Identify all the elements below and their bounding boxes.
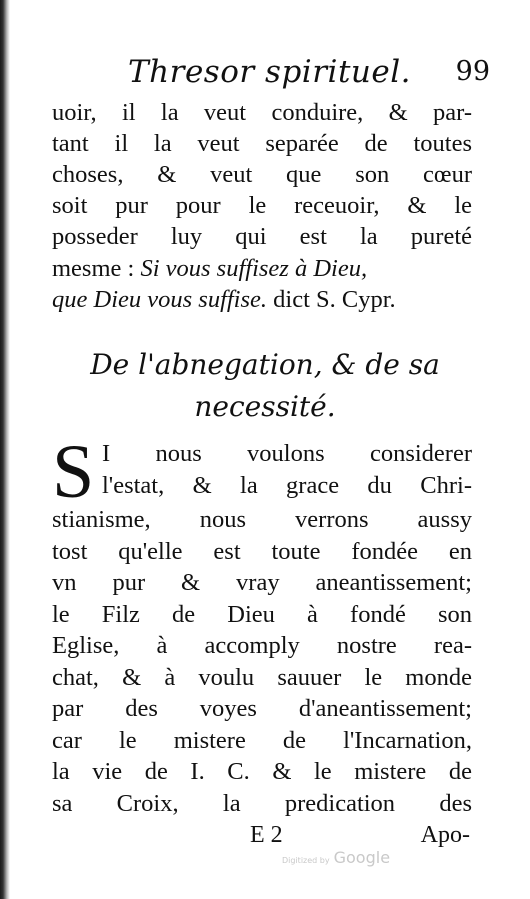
drop-cap: S	[52, 430, 95, 514]
text-line: choses, & veut que son cœur	[52, 161, 472, 188]
text-line	[52, 253, 472, 284]
text-line: tant il la veut separée de toutes	[52, 130, 472, 157]
text-line: soit pur pour le receuoir, & le	[52, 192, 472, 219]
running-title: Thresor spirituel.	[128, 54, 411, 90]
section-heading: De l'abnegation, & de sa	[90, 348, 440, 381]
catchword: Apo-	[420, 822, 470, 848]
text-fragment: mesme :	[52, 255, 135, 282]
text-line: Eglise, à accomply nostre rea-	[52, 632, 472, 659]
text-line: la vie de I. C. & le mistere de	[52, 758, 472, 785]
text-line: vn pur & vray aneantissement;	[52, 569, 472, 596]
page-number: 99	[455, 56, 490, 87]
text-line: posseder luy qui est la pureté	[52, 223, 472, 250]
text-line: le Filz de Dieu à fondé son	[52, 601, 472, 628]
text-line: tost qu'elle est toute fondée en	[52, 538, 472, 565]
text-line	[52, 284, 472, 315]
latin-quote: que Dieu vous suffise.	[52, 286, 268, 313]
section-heading: necessité.	[194, 390, 336, 423]
page-header	[128, 52, 490, 92]
text-line: chat, & à voulu sauuer le monde	[52, 664, 472, 691]
text-line: uoir, il la veut conduire, & par-	[52, 99, 472, 126]
latin-quote: Si vous suffisez à Dieu,	[140, 255, 368, 282]
signature-mark: E 2	[250, 822, 283, 848]
attribution: dict S. Cypr.	[273, 286, 396, 313]
watermark-prefix: Digitized by	[282, 856, 330, 865]
text-line: I nous voulons considerer	[102, 440, 472, 467]
page-binding-edge	[0, 0, 10, 899]
text-line: l'estat, & la grace du Chri-	[102, 472, 472, 499]
digitization-watermark	[282, 848, 390, 867]
text-line: par des voyes d'aneantissement;	[52, 695, 472, 722]
watermark-brand: Google	[333, 848, 391, 867]
text-line: car le mistere de l'Incarnation,	[52, 727, 472, 754]
text-line: stianisme, nous verrons aussy	[52, 506, 472, 533]
text-line: sa Croix, la predication des	[52, 790, 472, 817]
